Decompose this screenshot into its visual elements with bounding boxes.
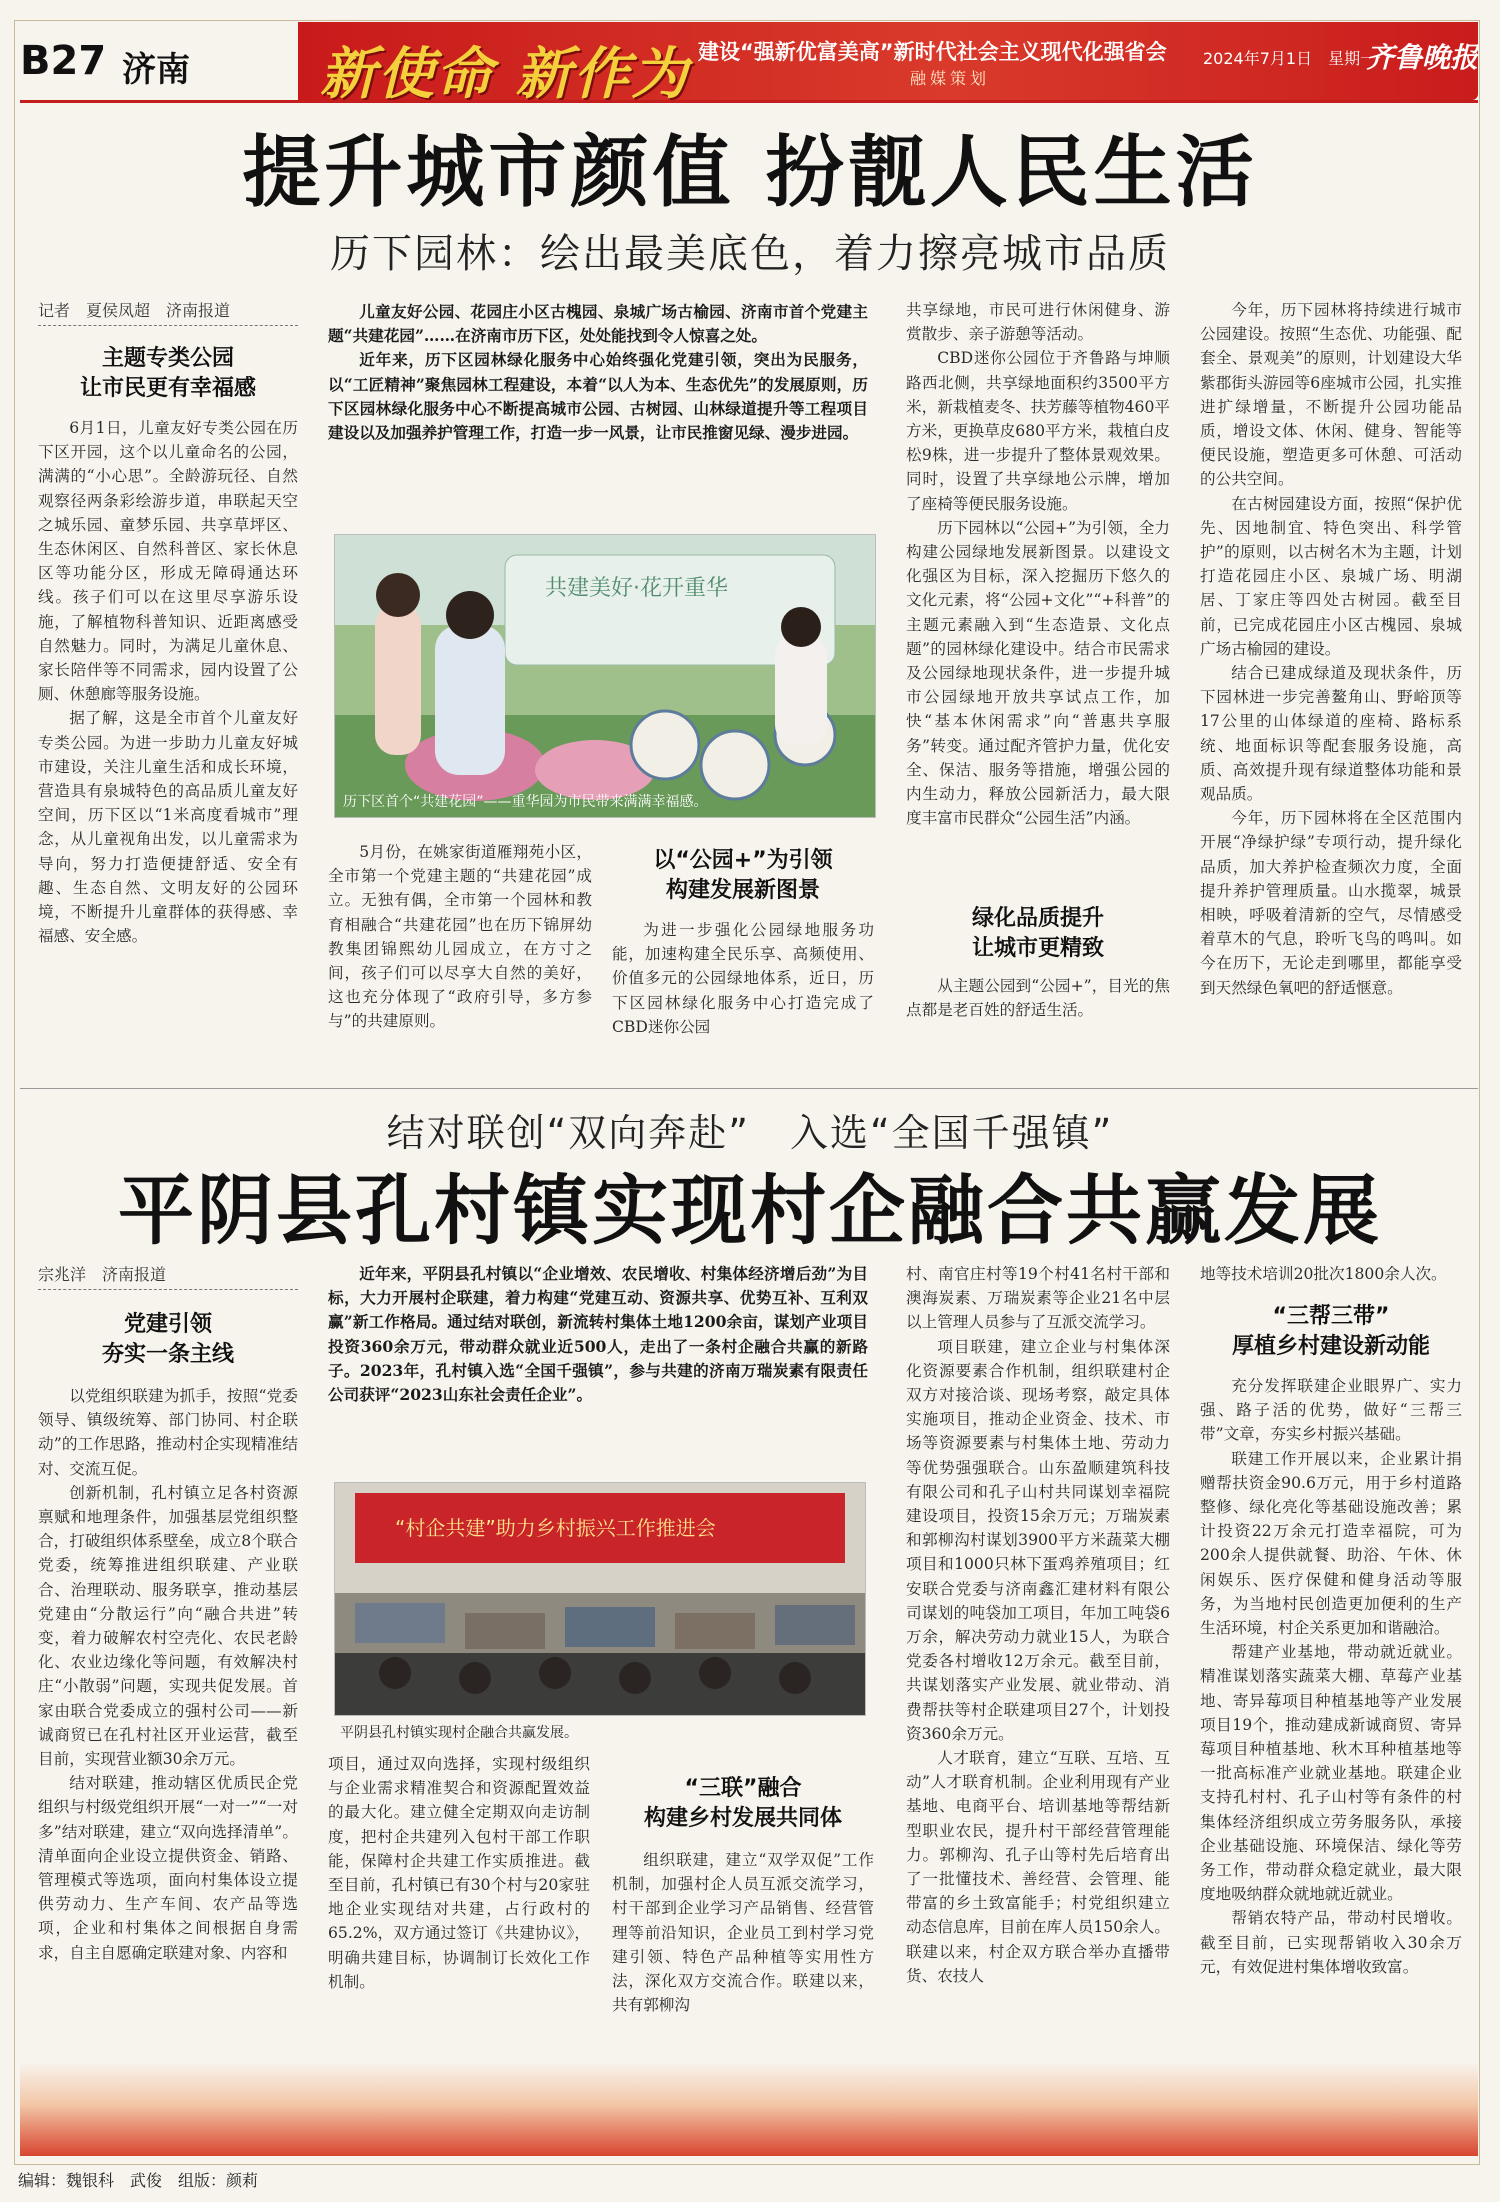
photo2-banner-text: “村企共建”助力乡村振兴工作推进会 — [395, 1516, 716, 1540]
series-subtitle: 融媒策划 — [910, 69, 991, 88]
paragraph: CBD迷你公园位于齐鲁路与坤顺路西北侧，共享绿地面积约3500平方米，新栽植麦冬、扶芳藤等植物460平方米，更换草皮680平方米，栽植白皮松9株，进一步提升了整体景观效果。同时，设置了共享绿地公示牌，增加了座椅等便民服务设施。 — [906, 349, 1170, 513]
article1-intro — [328, 300, 868, 482]
article2-column-1 — [38, 1262, 298, 2114]
paragraph: 项目，通过双向选择，实现村级组织与企业需求精准契合和资源配置效益的最大化。建立健全定期双向走访制度，把村企共建列入包村干部工作职能，保障村企共建工作实质推进。截至目前，孔村镇已有30个村与20家驻地企业实现结对共建，占行政村的65.2%，双方通过签订《共建协议》，明确共建目标，协调制订长效化工作机制。 — [328, 1755, 590, 1991]
paragraph: 在古树园建设方面，按照“保护优先、因地制宜、特色突出、科学管护”的原则，以古树名木为主题，计划打造花园庄小区、泉城广场、明湖居、丁家庄等四处古树园。截至目前，已完成花园庄小区古槐园、泉城广场古榆园的建设。 — [1200, 494, 1462, 658]
article1-subheadline: 历下园林：绘出最美底色，着力擦亮城市品质 — [330, 231, 1170, 277]
photo1-sign-text: 共建美好·花开重华 — [545, 576, 728, 601]
article2-col5-text — [1200, 1374, 1462, 2054]
subhead-line: 主题专类公园 — [101, 346, 234, 371]
subhead-line: 构建发展新图景 — [665, 878, 820, 903]
paragraph: 地等技术培训20批次1800余人次。 — [1200, 1265, 1447, 1283]
article2-col4-text — [906, 1262, 1170, 2062]
paragraph: 据了解，这是全市首个儿童友好专类公园。为进一步助力儿童友好城市建设，关注儿童生活和成长环境，营造具有泉城特色的高品质儿童友好空间，历下区以“1米高度看城市”理念，从儿童视角出发，以儿童需求为导向，努力打造便捷舒适、安全有趣、生态自然、文明友好的公园环境，不断提升儿童群体的获得感、幸福感、安全感。 — [38, 709, 298, 946]
article-divider — [20, 1088, 1478, 1089]
article1-byline: 记者 夏侯凤超 济南报道 — [38, 298, 298, 326]
paragraph: 以党组织联建为抓手，按照“党委领导、镇级统筹、部门协同、村企联动”的工作思路，推动村企实现精准结对、交流互促。 — [38, 1387, 298, 1478]
article1-col5-text — [1200, 298, 1462, 1070]
article2-col3-text — [612, 1848, 874, 2038]
subhead-line: 以“公园+”为引领 — [653, 848, 833, 873]
article2-intro — [328, 1262, 868, 1448]
footer-credits: 编辑：魏银科 武俊 组版：颜莉 — [18, 2171, 259, 2190]
article2-section2-head — [612, 1774, 874, 1834]
slogan: 新使命 新作为 — [320, 41, 690, 100]
paragraph: 结对联建，推动辖区优质民企党组织与村级党组织开展“一对一”“一对多”结对联建，建立“双向选择清单”。清单面向企业设立提供资金、销路、管理模式等选项，面向村集体设立提供劳动力、生产车间、农产品等选项，企业和村集体之间根据自身需求，自主自愿确定联建对象、内容和 — [38, 1774, 298, 1962]
article2-col1-text — [38, 1384, 298, 2114]
article2-photo — [334, 1482, 866, 1716]
paragraph: 联建工作开展以来，企业累计捐赠帮扶资金90.6万元，用于乡村道路整修、绿化亮化等基础设施改善；累计投资22万余元打造幸福院，可为200余人提供就餐、助浴、午休、休闲娱乐、医疗保健和健身活动等服务，为当地村民创造更加便利的生产生活环境，村企关系更加和谐融洽。 — [1200, 1449, 1462, 1638]
paragraph: 5月份，在姚家街道雁翔苑小区，全市第一个党建主题的“共建花园”成立。无独有偶，全市第一个园林和教育相融合“共建花园”也在历下锦屏幼教集团锦熙幼儿园成立，在方寸之间，孩子们可以尽享大自然的美好，这也充分体现了“政府引导，多方参与”的共建原则。 — [328, 843, 592, 1031]
paragraph: 近年来，历下区园林绿化服务中心始终强化党建引领，突出为民服务，以“工匠精神”聚焦园林工程建设，本着“以人为本、生态优先”的发展原则，历下区园林绿化服务中心不断提高城市公园、古树园、山林绿道提升等工程项目建设以及加强养护管理工作，打造一步一风景，让市民推窗见绿、漫步进园。 — [328, 350, 868, 443]
paragraph: 今年，历下园林将在全区范围内开展“净绿护绿”专项行动，提升绿化品质，加大养护检查频次力度，全面提升养护管理质量。山水揽翠，城景相映，呼吸着清新的空气，尽情感受着草木的气息，聆听飞鸟的鸣叫。如今在历下，无论走到哪里，都能享受到天然绿色氧吧的舒适惬意。 — [1200, 809, 1462, 997]
subhead-line: 夯实一条主线 — [101, 1342, 234, 1367]
article2-column-3 — [612, 1774, 874, 2038]
photo2-caption: 平阴县孔村镇实现村企融合共赢发展。 — [340, 1725, 578, 1741]
subhead-line: “三帮三带” — [1272, 1304, 1390, 1329]
paragraph: 6月1日，儿童友好专类公园在历下区开园，这个以儿童命名的公园，满满的“小心思”。全龄游玩径、自然观察径两条彩绘游步道，串联起天空之城乐园、童梦乐园、共享草坪区、生态休闲区、自然科普区、家长休息区等功能分区，形成无障碍通达环线。孩子们可以在这里尽享游乐设施，了解植物科普知识、近距离感受自然魅力。同时，为满足儿童休息、家长陪伴等不同需求，园内设置了公厕、休憩廊等服务设施。 — [38, 419, 298, 704]
article1-photo — [334, 534, 876, 818]
paragraph: 充分发挥联建企业眼界广、实力强、路子活的优势，做好“三帮三带”文章，夯实乡村振兴基础。 — [1200, 1377, 1462, 1444]
article1-col4-text — [906, 298, 1170, 896]
article1-col4-end — [906, 974, 1170, 1048]
subhead-line: 党建引领 — [123, 1312, 212, 1337]
meeting-photo-illustration — [335, 1483, 865, 1715]
article1-col3-text — [612, 918, 874, 1040]
subhead-line: 构建乡村发展共同体 — [643, 1806, 842, 1831]
paragraph: 帮销农特产品，带动村民增收。截至目前，已实现帮销收入30余万元，有效促进村集体增收致富。 — [1200, 1909, 1462, 1976]
article2-col5-lead — [1200, 1262, 1462, 1288]
article1-col1-text — [38, 416, 298, 1006]
paragraph: 从主题公园到“公园+”，目光的焦点都是老百姓的舒适生活。 — [906, 977, 1170, 1020]
article2-column-5 — [1200, 1262, 1462, 2054]
bottom-decor-band — [20, 2062, 1478, 2156]
paragraph: 儿童友好公园、花园庄小区古槐园、泉城广场古榆园、济南市首个党建主题“共建花园”……在济南市历下区，处处能找到令人惊喜之处。 — [328, 302, 868, 346]
article1-section3-head — [906, 904, 1170, 964]
issue-date: 2024年7月1日 星期一 — [1203, 49, 1377, 68]
series-title: 建设“强新优富美高”新时代社会主义现代化强省会 — [698, 40, 1167, 64]
section-name: 济南 — [122, 50, 190, 90]
masthead-banner — [298, 22, 1478, 100]
article1-column-3 — [612, 846, 874, 1040]
article2-byline: 宗兆洋 济南报道 — [38, 1262, 298, 1290]
subhead-line: 让市民更有幸福感 — [79, 376, 256, 401]
paragraph: 历下园林以“公园+”为引领，全力构建公园绿地发展新图景。以建设文化强区为目标，深入挖掘历下悠久的文化元素，将“公园+文化”“+科普”的主题元素融入到“生态造景、文化点题”的园林绿化建设中。结合市民需求及公园绿地现状条件，进一步提升城市公园绿地开放共享试点工作，加快“基本休闲需求”向“普惠共享服务”转变。通过配齐管护力量，优化安全、保洁、服务等措施，增强公园的内生动力，释放公园新活力，最大限度丰富市民群众“公园生活”内涵。 — [906, 518, 1170, 828]
paragraph: 人才联育，建立“互联、互培、互动”人才联育机制。企业利用现有产业基地、电商平台、培训基地等帮结新型职业农民，提升村干部经营管理能力。郭柳沟、孔子山等村先后培育出了一批懂技术、善经营、会管理、能带富的乡土致富能手；村党组织建立动态信息库，目前在库人员150余人。联建以来，村企双方联合举办直播带货、农技人 — [906, 1749, 1170, 1985]
article2-headline: 平阴县孔村镇实现村企融合共赢发展 — [118, 1166, 1382, 1255]
article1-col2-text — [328, 840, 592, 1070]
subhead-line: 厚植乡村建设新动能 — [1231, 1334, 1430, 1359]
paragraph: 近年来，平阴县孔村镇以“企业增效、农民增收、村集体经济增后劲”为目标，大力开展村企联建，着力构建“党建互动、资源共享、优势互补、互利双赢”新工作格局。通过结对联创，新流转村集体土地1200余亩，谋划产业项目投资360余万元，带动群众就业近500人，走出了一条村企融合共赢的新路子。2023年，孔村镇入选“全国千强镇”，参与共建的济南万瑞炭素有限责任公司获评“2023山东社会责任企业”。 — [328, 1264, 868, 1405]
paragraph: 帮建产业基地，带动就近就业。精准谋划落实蔬菜大棚、草莓产业基地、寄异莓项目种植基地等产业发展项目19个，推动建成新诚商贸、寄异莓项目种植基地、秋木耳种植基地等一批高标准产业就业基地。联建企业支持孔村村、孔子山村等有条件的村集体经济组织成立劳务服务队，承接企业基础设施、环境保洁、绿化等劳务工作，带动群众稳定就业，最大限度地吸纳群众就地就近就业。 — [1200, 1643, 1462, 1904]
photo1-caption: 历下区首个“共建花园”——重华园为市民带来满满幸福感。 — [343, 794, 708, 810]
paragraph: 村、南官庄村等19个村41名村干部和澳海炭素、万瑞炭素等企业21名中层以上管理人员参与了互派交流学习。 — [906, 1265, 1170, 1332]
paragraph: 组织联建，建立“双学双促”工作机制，加强村企人员互派交流学习，村干部到企业学习产品销售、经营管理等前沿知识，企业员工到村学习党建引领、特色产品种植等实用性方法，深化双方交流合作。联建以来，共有郭柳沟 — [612, 1851, 874, 2015]
page-number: B27 — [20, 38, 107, 84]
article2-col2-text — [328, 1752, 590, 2062]
paragraph: 项目联建，建立企业与村集体深化资源要素合作机制，组织联建村企双方对接洽谈、现场考察，敲定具体实施项目，推动企业资金、技术、市场等资源要素与村集体土地、劳动力等优势强强联合。山东盈顺建筑科技有限公司和孔子山村共同谋划幸福院建设项目，投资15余万元；万瑞炭素和郭柳沟村谋划3900平方米蔬菜大棚项目和1000只林下蛋鸡养殖项目；红安联合党委与济南鑫汇建材料有限公司谋划的吨袋加工项目，年加工吨袋6万余，解决劳动力就业15人，为联合党委各村增收12万余元。截至目前，共谋划落实产业发展、就业带动、消费帮扶等村企联建项目27个，计划投资360余万元。 — [906, 1337, 1170, 1743]
article2-kicker: 结对联创“双向奔赴” 入选“全国千强镇” — [386, 1111, 1114, 1155]
subhead-line: 绿化品质提升 — [971, 906, 1104, 931]
paragraph: 结合已建成绿道及现状条件，历下园林进一步完善鳌角山、野峪顶等17公里的山体绿道的座椅、路标系统、地面标识等配套服务设施，高质、高效提升现有绿道整体功能和景观品质。 — [1200, 664, 1462, 804]
garden-photo-illustration — [335, 535, 875, 817]
article2-section3-head — [1200, 1302, 1462, 1362]
paragraph: 创新机制，孔村镇立足各村资源禀赋和地理条件，加强基层党组织整合，打破组织体系壁垒，成立8个联合党委，统筹推进组织联建、产业联合、治理联动、服务联享，推动基层党建由“分散运行”向“融合共进”转变，着力破解农村空壳化、农民老龄化、农业边缘化等问题，有效解决村庄“小散弱”问题，实现共促发展。首家由联合党委成立的强村公司——新诚商贸已在孔村社区开业运营，截至目前，实现营业额30余万元。 — [38, 1483, 298, 1769]
article2-section1-head — [38, 1310, 298, 1370]
article1-section1-head — [38, 344, 298, 404]
article1-section2-head — [612, 846, 874, 906]
paper-logo: 齐鲁晚报 — [1366, 41, 1478, 74]
subhead-line: 让城市更精致 — [971, 936, 1104, 961]
article1-column-1 — [38, 298, 298, 1006]
top-rule — [20, 100, 1478, 103]
paragraph: 共享绿地，市民可进行休闲健身、游赏散步、亲子游憩等活动。 — [906, 301, 1170, 344]
paragraph: 为进一步强化公园绿地服务功能，加速构建全民乐享、高频使用、价值多元的公园绿地体系，近日，历下区园林绿化服务中心打造完成了CBD迷你公园 — [612, 921, 874, 1036]
article1-column-4 — [906, 298, 1170, 1048]
paragraph: 今年，历下园林将持续进行城市公园建设。按照“生态优、功能强、配套全、景观美”的原则，计划建设大华紫郡街头游园等6座城市公园，扎实推进扩绿增量，不断提升公园功能品质，增设文体、休闲、健身、智能等便民设施，塑造更多可休憩、可活动的公共空间。 — [1200, 301, 1462, 489]
subhead-line: “三联”融合 — [684, 1776, 802, 1801]
article1-headline: 提升城市颜值 扮靓人民生活 — [242, 127, 1258, 218]
